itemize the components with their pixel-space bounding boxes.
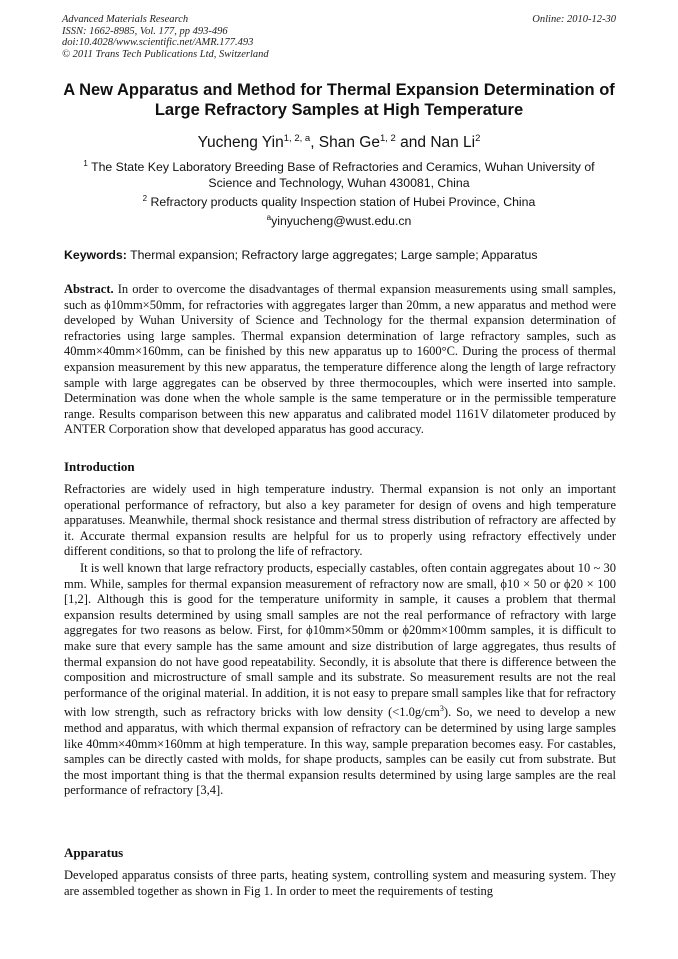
section-heading-introduction: Introduction [64,459,135,474]
keywords [64,248,624,263]
email-mark: a [266,213,272,222]
abstract [64,282,616,438]
online-date: Online: 2010-12-30 [532,14,616,25]
author-email [64,210,614,230]
author-affiliation-mark: 1, 2 [379,133,396,144]
affiliation-1 [64,156,614,191]
author-name: , Shan Ge [310,134,380,151]
paragraph-text: It is well known that large refractory products, especially castables, often contain aggregates about 10 ~ 30 mm. While, samples for thermal expansion measurement of refractory now are small, ϕ10 × 50 or ϕ20 × 100 [1,2]. Although this is good for the temperature uniformity in sample, it causes a problem that thermal expansion results determined by using small samples are not the real performance of refractory with large aggregates for two reasons as below. First, for ϕ10mm×50mm or ϕ20mm×100mm samples, it is difficult to make sure that every sample has the same amount and size distribution of large aggregates, thus results of thermal expansion do not have good repeatability. Secondly, it is absolute that there is difference between the composition and microstructure of small sample and its substrate. So measurement results are not the real performance of the original material. In addition, it is not easy to prepare small samples like that for refractory with low strength, such as refractory bricks with low density (<1.0g/cm [64,561,616,720]
email-address: yinyucheng@wust.edu.cn [271,214,412,228]
unit-superscript: 3 [439,704,444,714]
abstract-label: Abstract. [64,282,114,296]
author-affiliation-mark: 2 [475,133,481,144]
journal-header [62,14,616,60]
journal-name: Advanced Materials Research [62,14,189,25]
author-affiliation-mark: 1, 2, a [283,133,311,144]
apparatus-paragraph-1: Developed apparatus consists of three parts, heating system, controlling system and measuring system. They are assembled together as shown in Fig 1. In order to meet the requirements of testing [64,868,616,898]
affiliation-number: 2 [142,194,148,203]
affiliation-number: 1 [83,159,88,168]
author-name: and Nan Li [395,134,476,151]
copyright-line: © 2011 Trans Tech Publications Ltd, Switzerland [62,48,269,60]
affiliation-text: The State Key Laboratory Breeding Base of Refractories and Ceramics, Wuhan University of Science and Technology, Wuhan 430081, China [91,160,595,190]
author-list [40,130,638,152]
intro-paragraph-2 [64,561,616,799]
issn-line: ISSN: 1662-8985, Vol. 177, pp 493-496 [62,25,228,37]
section-heading-apparatus: Apparatus [64,845,124,860]
keywords-label: Keywords: [64,248,127,262]
intro-paragraph-1: Refractories are widely used in high temperature industry. Thermal expansion is not only an important operational performance of refractory, but also a key parameter for design of ovens and high temperature apparatuses. Meanwhile, thermal shock resistance and thermal stress distribution of refractory are affected by it. Accurate thermal expansion results are helpful for us to properly using refractory effectively under different conditions, so that to prolong the life of refractory. [64,482,616,559]
affiliation-text: Refractory products quality Inspection station of Hubei Province, China [150,195,536,209]
paper-title: A New Apparatus and Method for Thermal Expansion Determination of Large Refractory Samples at High Temperature [63,81,615,119]
affiliation-2 [64,191,614,211]
author-name: Yucheng Yin [197,134,284,151]
keywords-text: Thermal expansion; Refractory large aggregates; Large sample; Apparatus [130,248,538,262]
paragraph-text: ). So, we need to develop a new method and apparatus, with which thermal expansion of refractory can be determined by using large samples like 40mm×40mm×160mm at high temperature. In this way, sample preparation becomes easy. For castables, samples can be directly casted with molds, for shape products, samples can be easily cut from substrate. But the most important thing is that the thermal expansion results determined by using large samples are the real performance of refractory [3,4]. [64,705,616,798]
doi-line: doi:10.4028/www.scientific.net/AMR.177.493 [62,37,254,48]
abstract-text: In order to overcome the disadvantages of thermal expansion measurements using small samples, such as ϕ10mm×50mm, for refractories with aggregates larger than 20mm, a new apparatus and method were developed by Wuhan University of Science and Technology for the thermal expansion determination of refractories using large samples. Thermal expansion determination of large refractory samples, such as 40mm×40mm×160mm, can be finished by this new apparatus up to 1600°C. During the process of thermal expansion measurement by this new apparatus, the temperature difference along the length of large refractory sample with large aggregates can be observed by three thermocouples, which were inserted into sample. Determination was done when the whole sample is the same temperature or in the permissible temperature range. Results comparison between this new apparatus and calibrated model 1161V dilatometer produced by ANTER Corporation show that developed apparatus has good accuracy. [64,282,617,437]
